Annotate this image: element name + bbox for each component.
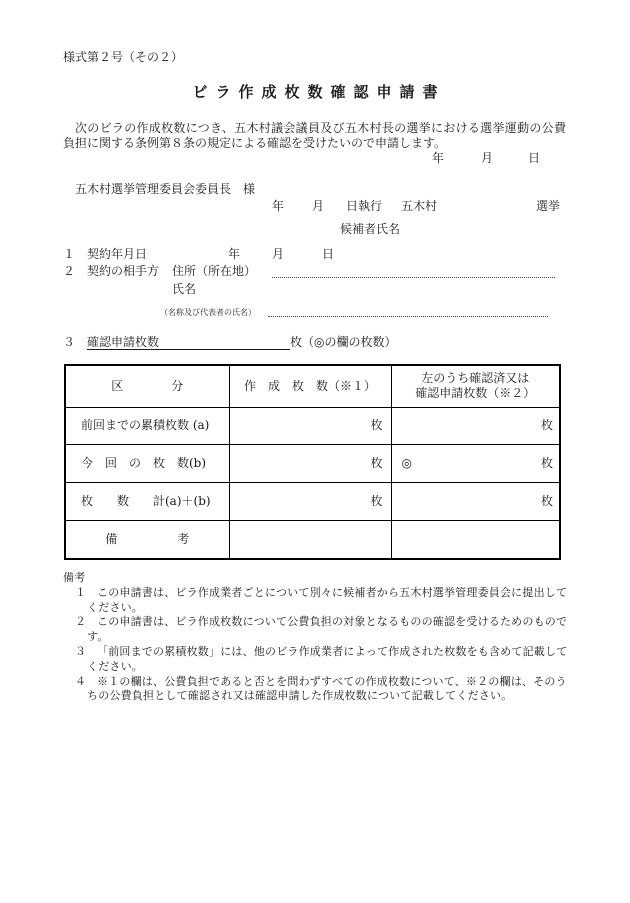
- table-row: [65, 444, 560, 482]
- contract-date-label: 契約年月日: [87, 247, 148, 261]
- candidate-name-label: 候補者氏名: [340, 222, 401, 236]
- note-number: １: [75, 585, 86, 599]
- election-day-held-label: 日執行: [346, 199, 383, 213]
- remarks-label: 備 考: [65, 520, 229, 559]
- remarks-cell: [391, 520, 560, 559]
- note-number: ３: [75, 644, 86, 658]
- name-dotted-line: [268, 316, 548, 317]
- made-count-cell: 枚: [229, 407, 391, 444]
- note-item: [63, 675, 567, 705]
- made-count-cell: 枚: [229, 482, 391, 520]
- note-text: この申請書は、ビラ作成枚数について公費負担の対象となるものの確認を受けるためのもので: [97, 615, 568, 629]
- header-confirmed-line-1: 左のうち確認済又は: [421, 371, 530, 386]
- intro-line-1: 次のビラの作成枚数につき、五木村議会議員及び五木村長の選挙における選挙運動の公費: [75, 121, 567, 135]
- made-count-cell: 枚: [229, 444, 391, 482]
- note-text: 「前回までの累積枚数」には、他のビラ作成業者によって作成された枚数をも含めて記載して: [97, 644, 568, 658]
- note-text: ください。: [87, 600, 143, 614]
- remarks-cell: [229, 520, 391, 559]
- counterparty-label: 契約の相手方: [87, 264, 160, 278]
- form-title: ビラ作成枚数確認申請書: [192, 83, 446, 101]
- header-confirmed-line-2: 確認申請枚数（※２）: [415, 386, 536, 401]
- name-note: （名称及び代表者の氏名）: [160, 308, 256, 317]
- confirmed-count-cell: [391, 407, 560, 444]
- contract-day-label: 日: [322, 247, 335, 261]
- note-item: [63, 645, 567, 675]
- election-village: 五木村: [401, 199, 438, 213]
- table-row: [65, 407, 560, 444]
- confirmed-count-cell: [391, 444, 560, 482]
- header-confirmed-count: [391, 365, 560, 407]
- note-text: この申請書は、ビラ作成業者ごとについて別々に候補者から五木村選挙管理委員会に提出して: [97, 585, 568, 599]
- address-label: 住所（所在地）: [172, 264, 257, 278]
- date-day-label: 日: [528, 151, 541, 165]
- count-table: [64, 364, 561, 560]
- unit-label: 枚: [540, 418, 553, 432]
- election-label: 選挙: [536, 199, 561, 213]
- name-label: 氏名: [172, 282, 197, 296]
- table-row: [65, 520, 560, 559]
- double-circle-mark: ◎: [401, 455, 412, 470]
- contract-month-label: 月: [272, 247, 285, 261]
- note-item: [63, 615, 567, 645]
- header-made-count: 作 成 枚 数（※１）: [229, 365, 391, 407]
- note-text: ※１の欄は、公費負担であると否とを問わずすべての作成枚数について、※２の欄は、そのう: [97, 674, 567, 688]
- confirmed-count-cell: [391, 482, 560, 520]
- requested-count-label: 確認申請枚数: [87, 336, 290, 350]
- table-header-row: [65, 365, 560, 407]
- note-item: [63, 586, 567, 616]
- row-label: 今 回 の 枚 数(b): [65, 444, 229, 482]
- notes-heading: 備考: [63, 571, 86, 584]
- note-text: ちの公費負担として確認され又は確認申請した作成枚数について記載してください。: [87, 689, 513, 703]
- form-number: 様式第２号（その２）: [63, 50, 184, 64]
- addressee: 五木村選挙管理委員会委員長 様: [75, 182, 256, 196]
- requested-count-row: [87, 336, 396, 350]
- item-1-number: １: [63, 247, 76, 261]
- note-number: ２: [75, 615, 86, 629]
- contract-year-label: 年: [228, 247, 241, 261]
- unit-label: 枚: [540, 455, 553, 470]
- address-dotted-line: [272, 277, 555, 278]
- item-2-number: ２: [63, 264, 76, 278]
- notes-section: [63, 571, 567, 704]
- note-number: ４: [75, 674, 86, 688]
- note-text: す。: [87, 630, 109, 644]
- note-text: ください。: [87, 659, 143, 673]
- item-3-number: ３: [63, 335, 76, 349]
- date-year-label: 年: [432, 151, 445, 165]
- header-category: 区 分: [65, 365, 229, 407]
- unit-label: 枚: [540, 493, 553, 508]
- election-month-label: 月: [312, 199, 325, 213]
- election-year-label: 年: [272, 199, 285, 213]
- table-row: [65, 482, 560, 520]
- requested-count-suffix: 枚（◎の欄の枚数）: [290, 335, 397, 349]
- intro-line-2: 負担に関する条例第８条の規定による確認を受けたいので申請します。: [63, 136, 447, 150]
- row-label: 前回までの累積枚数 (a): [65, 407, 229, 444]
- row-label: 枚 数 計(a)＋(b): [65, 482, 229, 520]
- date-month-label: 月: [481, 151, 494, 165]
